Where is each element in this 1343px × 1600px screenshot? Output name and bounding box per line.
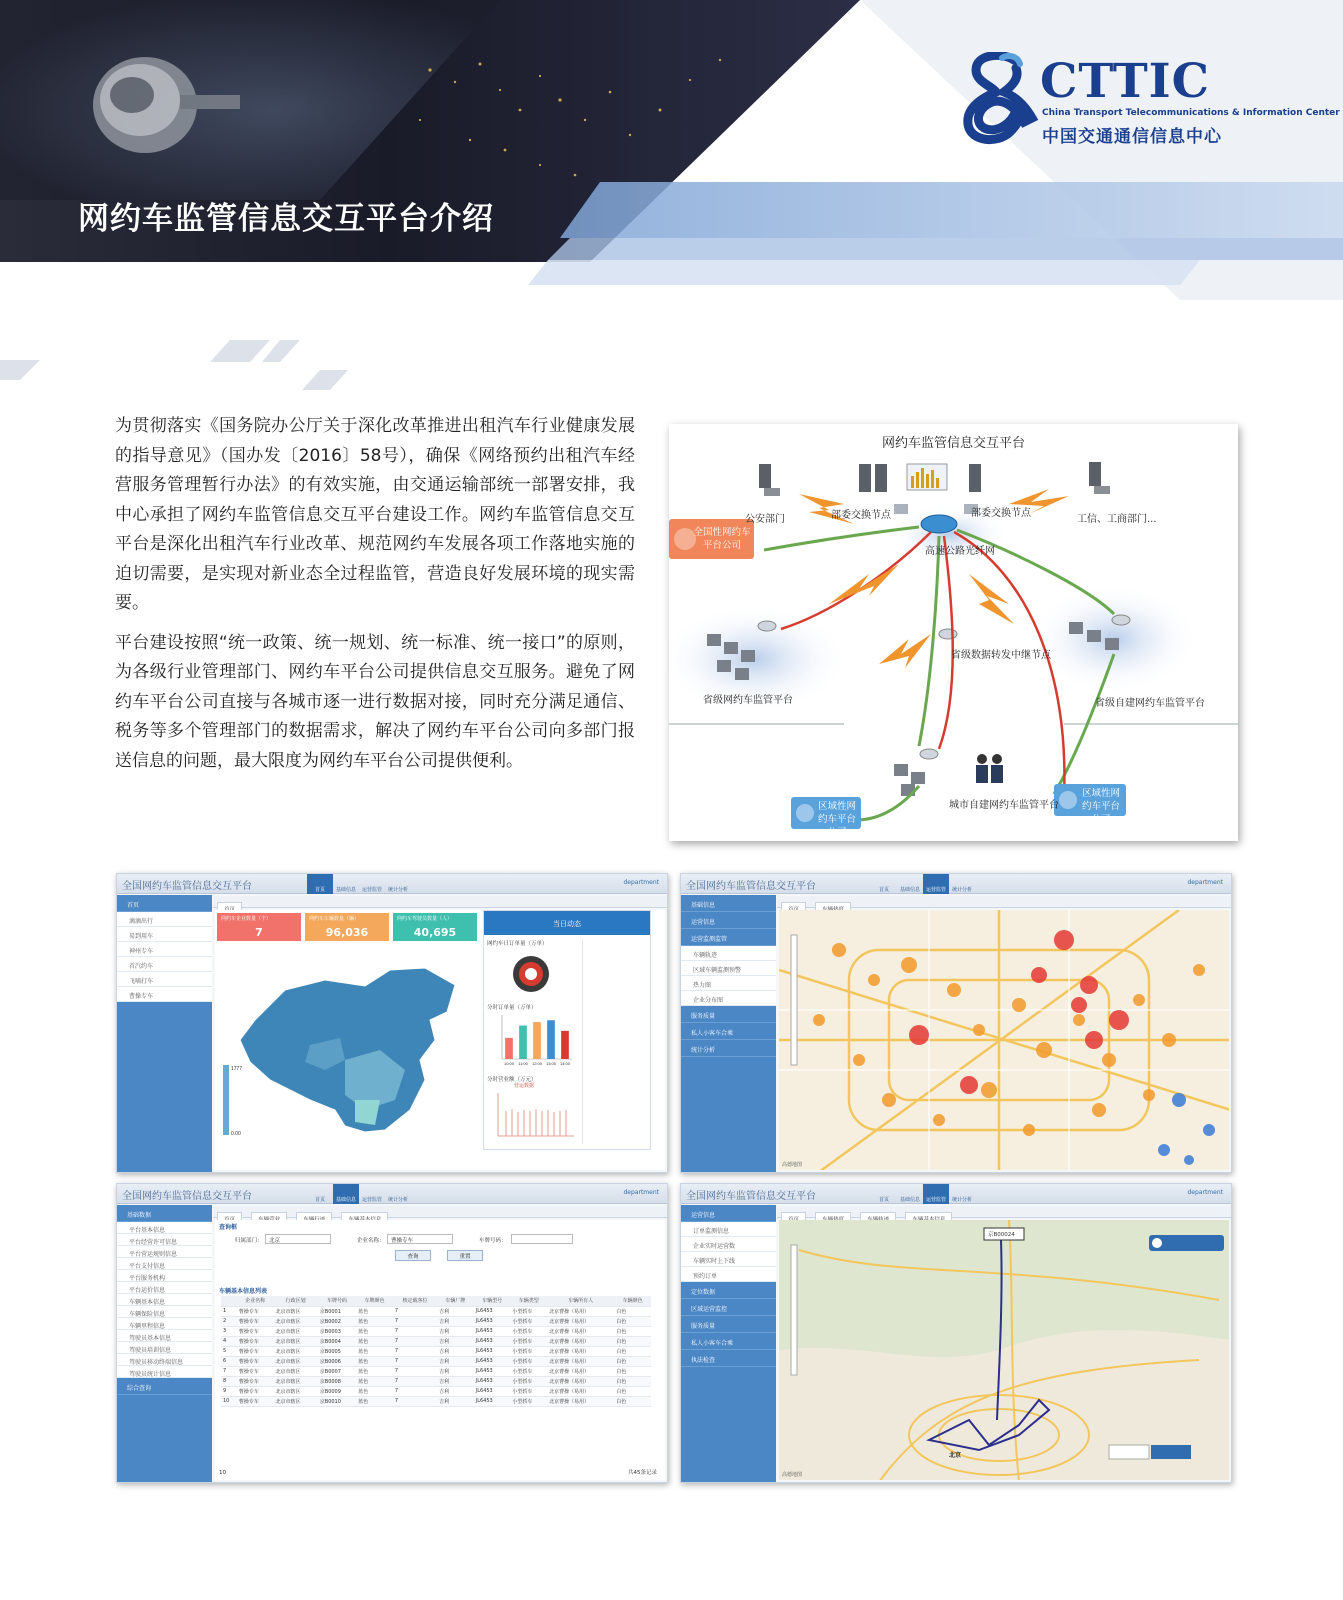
table-cell: 小型轿车 bbox=[510, 1306, 547, 1316]
sidebar-item[interactable]: 定位数据 bbox=[681, 1282, 776, 1299]
app-title: 全国网约车监管信息交互平台 bbox=[686, 1191, 816, 1202]
table-cell: 小型轿车 bbox=[510, 1366, 547, 1376]
sidebar-head[interactable]: 基础数据 bbox=[117, 1205, 212, 1222]
table-cell: 白色 bbox=[614, 1346, 651, 1356]
table-cell: 白色 bbox=[614, 1306, 651, 1316]
sidebar-item[interactable]: 神州专车 bbox=[117, 942, 212, 957]
row-index: 6 bbox=[221, 1356, 237, 1366]
nav-home[interactable]: 首页 bbox=[878, 887, 889, 893]
kpi-value: 7 bbox=[255, 926, 263, 939]
col-header: 车辆所有人 bbox=[547, 1296, 614, 1306]
table-cell: 京B0005 bbox=[318, 1346, 356, 1356]
table-cell: 蓝色 bbox=[356, 1376, 393, 1386]
table-cell: 白色 bbox=[614, 1396, 651, 1406]
table-cell: 吉利 bbox=[437, 1316, 474, 1326]
sidebar-item[interactable]: 车辆保险信息 bbox=[117, 1306, 212, 1318]
table-row[interactable] bbox=[221, 1396, 651, 1406]
table-cell: 吉利 bbox=[437, 1346, 474, 1356]
table-cell: 7 bbox=[393, 1336, 437, 1346]
screenshot-heatmap bbox=[680, 873, 1232, 1173]
table-cell: 白色 bbox=[614, 1316, 651, 1326]
sidebar-item[interactable]: 平台经营许可信息 bbox=[117, 1234, 212, 1246]
nav-home[interactable]: 首页 bbox=[307, 874, 333, 894]
table-cell: JL6453 bbox=[474, 1336, 511, 1346]
sidebar-item[interactable]: 综合查询 bbox=[117, 1378, 212, 1395]
sidebar-item[interactable]: 运营信息 bbox=[681, 1205, 776, 1222]
label-regional-right: 区域性网约车平台公司 bbox=[1081, 788, 1120, 825]
query-dept-select[interactable]: 北京 bbox=[265, 1234, 331, 1244]
sidebar-item[interactable]: 车辆基本信息 bbox=[117, 1294, 212, 1306]
table-cell: JL6453 bbox=[474, 1366, 511, 1376]
table-cell: 小型轿车 bbox=[510, 1386, 547, 1396]
sidebar bbox=[681, 1205, 776, 1482]
app-title: 全国网约车监管信息交互平台 bbox=[122, 881, 252, 892]
app-topbar bbox=[117, 874, 667, 894]
sidebar-item[interactable]: 驾驶员培训信息 bbox=[117, 1342, 212, 1354]
app-nav bbox=[307, 1184, 411, 1204]
table-title: 车辆基本信息列表 bbox=[219, 1288, 268, 1295]
logo-wordmark: CTTIC bbox=[1040, 54, 1211, 109]
col-header: 车辆颜色 bbox=[614, 1296, 651, 1306]
table-header-row bbox=[221, 1296, 651, 1306]
table-cell: 蓝色 bbox=[356, 1386, 393, 1396]
table-cell: 白色 bbox=[614, 1336, 651, 1346]
trajectory-map bbox=[779, 1220, 1229, 1480]
table-cell: 北京市辖区 bbox=[273, 1356, 317, 1366]
table-cell: 白色 bbox=[614, 1326, 651, 1336]
label-commerce: 工信、工商部门... bbox=[1077, 514, 1157, 525]
table-cell: 小型轿车 bbox=[510, 1376, 547, 1386]
bar-11:00 bbox=[519, 1026, 527, 1059]
nav-ops[interactable]: 运营监管 bbox=[361, 1197, 382, 1203]
table-row[interactable] bbox=[221, 1356, 651, 1366]
dynamics-title: 当日动态 bbox=[484, 911, 650, 935]
sidebar-item[interactable]: 私人小客车合乘 bbox=[681, 1023, 776, 1040]
sidebar-item[interactable]: 服务质量 bbox=[681, 1316, 776, 1333]
table-cell: 北京曹操（易用） bbox=[547, 1316, 614, 1326]
tab-bar bbox=[213, 1206, 667, 1218]
sidebar-item[interactable]: 驾驶员基本信息 bbox=[117, 1330, 212, 1342]
table-cell: 京B0004 bbox=[318, 1336, 356, 1346]
label-backbone: 高速公路光纤网 bbox=[925, 546, 995, 557]
row-index: 7 bbox=[221, 1366, 237, 1376]
kpi-value: 40,695 bbox=[413, 926, 457, 939]
page-title: 网约车监管信息交互平台介绍 bbox=[78, 201, 494, 237]
table-cell: 蓝色 bbox=[356, 1346, 393, 1356]
row-index: 8 bbox=[221, 1376, 237, 1386]
sidebar-item[interactable]: 运营信息 bbox=[681, 912, 776, 929]
nav-ops[interactable]: 运营监管 bbox=[923, 1184, 949, 1204]
table-cell: 7 bbox=[393, 1316, 437, 1326]
kpi-value: 96,036 bbox=[325, 926, 369, 939]
screenshot-trajectory bbox=[680, 1183, 1232, 1483]
table-cell: 曹操专车 bbox=[237, 1346, 274, 1356]
table-row[interactable] bbox=[221, 1336, 651, 1346]
col-header: 企业名称 bbox=[237, 1296, 274, 1306]
row-index: 1 bbox=[221, 1306, 237, 1316]
table-cell: 北京曹操（易用） bbox=[547, 1346, 614, 1356]
col-header: 车辆型号 bbox=[474, 1296, 511, 1306]
tick-label: 12:00 bbox=[531, 1061, 543, 1066]
table-cell: 京B0008 bbox=[318, 1376, 356, 1386]
sidebar-item[interactable]: 订单监测信息 bbox=[681, 1222, 776, 1237]
sidebar-item[interactable]: 运营监测监管 bbox=[681, 929, 776, 946]
table-cell: 曹操专车 bbox=[237, 1316, 274, 1326]
table-cell: 吉利 bbox=[437, 1396, 474, 1406]
table-cell: 曹操专车 bbox=[237, 1306, 274, 1316]
article-paragraph-2: 平台建设按照“统一政策、统一规划、统一标准、统一接口”的原则，为各级行业管理部门、网约车平台公司提供信息交互服务。避免了网约车平台公司直接与各城市逐一进行数据对接，同时充分满足通信、税务等多个管理部门的数据需求，解决了网约车平台公司向多部门报送信息的问题，最大限度为网约车平台公司提供便利。 bbox=[115, 632, 635, 771]
bar-13:00 bbox=[547, 1020, 555, 1059]
reset-button[interactable]: 重置 bbox=[447, 1250, 483, 1261]
query-title: 查询框 bbox=[219, 1224, 238, 1231]
sidebar-item[interactable]: 企业实时运营数 bbox=[681, 1237, 776, 1252]
table-cell: 白色 bbox=[614, 1366, 651, 1376]
table-cell: 7 bbox=[393, 1396, 437, 1406]
table-cell: 京B0002 bbox=[318, 1316, 356, 1326]
article-paragraph-1: 为贯彻落实《国务院办公厅关于深化改革推进出租汽车行业健康发展的指导意见》（国办发〔2016〕58号），确保《网络预约出租汽车经营服务管理暂行办法》的有效实施，由交通运输部统一部署安排，我中心承担了网约车监管信息交互平台建设工作。网约车监管信息交互平台是深化出租汽车行业改革、规范网约车发展各项工作落地实施的迫切需要，是实现对新业态全过程监管，营造良好发展环境的现实需要。 bbox=[115, 416, 635, 613]
hourly-orders-chart bbox=[486, 1011, 576, 1071]
table-cell: 吉利 bbox=[437, 1326, 474, 1336]
col-header: 车牌号码 bbox=[318, 1296, 356, 1306]
label-city-platform: 城市自建网约车监管平台 bbox=[949, 800, 1059, 811]
table-cell: 蓝色 bbox=[356, 1306, 393, 1316]
user-label[interactable]: department bbox=[623, 1189, 659, 1196]
table-cell: 北京市辖区 bbox=[273, 1346, 317, 1356]
col-header: 车辆类型 bbox=[510, 1296, 547, 1306]
table-cell: 小型轿车 bbox=[510, 1396, 547, 1406]
pager-info: 共45条记录 bbox=[628, 1470, 657, 1476]
page-size[interactable]: 10 bbox=[219, 1470, 226, 1476]
kpi-drivers bbox=[393, 913, 477, 941]
tab-bar bbox=[777, 896, 1231, 908]
diagram-graphic bbox=[669, 424, 1238, 841]
table-cell: 京B0007 bbox=[318, 1366, 356, 1376]
cttic-logo bbox=[962, 52, 1340, 147]
table-cell: 京B0001 bbox=[318, 1306, 356, 1316]
sidebar-item[interactable]: 统计分析 bbox=[681, 1040, 776, 1057]
table-cell: 曹操专车 bbox=[237, 1376, 274, 1386]
table-cell: 吉利 bbox=[437, 1336, 474, 1346]
sidebar-item[interactable]: 执法检查 bbox=[681, 1350, 776, 1367]
nav-ops[interactable]: 运营监管 bbox=[361, 887, 382, 893]
table-cell: 蓝色 bbox=[356, 1316, 393, 1326]
label-ministry-node-left: 部委交换节点 bbox=[831, 510, 891, 521]
tick-label: 11:00 bbox=[518, 1061, 528, 1066]
table-cell: 吉利 bbox=[437, 1376, 474, 1386]
sidebar-item[interactable]: 曹操专车 bbox=[117, 987, 212, 1002]
app-nav bbox=[871, 1184, 975, 1204]
table-row[interactable] bbox=[221, 1306, 651, 1316]
nav-home[interactable]: 首页 bbox=[878, 1197, 889, 1203]
table-cell: 北京曹操（易用） bbox=[547, 1376, 614, 1386]
table-cell: 曹操专车 bbox=[237, 1356, 274, 1366]
table-cell: 北京市辖区 bbox=[273, 1376, 317, 1386]
table-cell: 北京曹操（易用） bbox=[547, 1356, 614, 1366]
label-national-platform: 全国性网约车平台公司 bbox=[693, 527, 751, 551]
table-cell: 北京曹操（易用） bbox=[547, 1366, 614, 1376]
dashboard-main bbox=[215, 910, 665, 1170]
svg-text:0.00: 0.00 bbox=[231, 1131, 241, 1137]
col-header: 车辆厂牌 bbox=[437, 1296, 474, 1306]
sidebar-item[interactable]: 热力图 bbox=[681, 976, 776, 991]
table-row[interactable] bbox=[221, 1326, 651, 1336]
kpi-vehicles bbox=[305, 913, 389, 941]
app-topbar bbox=[681, 874, 1231, 894]
table-cell: 吉利 bbox=[437, 1356, 474, 1366]
table-main bbox=[215, 1220, 665, 1480]
table-cell: 北京曹操（易用） bbox=[547, 1336, 614, 1346]
table-cell: 小型轿车 bbox=[510, 1356, 547, 1366]
table-cell: 小型轿车 bbox=[510, 1346, 547, 1356]
nav-home[interactable]: 首页 bbox=[314, 1197, 325, 1203]
label-province-self-platform: 省级自建网约车监管平台 bbox=[1095, 698, 1205, 709]
table-cell: 蓝色 bbox=[356, 1336, 393, 1346]
tab-bar bbox=[777, 1206, 1231, 1218]
table-cell: 蓝色 bbox=[356, 1356, 393, 1366]
table-cell: 小型轿车 bbox=[510, 1336, 547, 1346]
table-cell: 白色 bbox=[614, 1386, 651, 1396]
header-graphic bbox=[0, 0, 1343, 300]
col-header: 核定载客位 bbox=[393, 1296, 437, 1306]
table-cell: 京B0009 bbox=[318, 1386, 356, 1396]
kpi-label: 网约车企业数量（个） bbox=[221, 916, 272, 922]
sidebar-item[interactable]: 平台服务机构 bbox=[117, 1270, 212, 1282]
table-cell: 蓝色 bbox=[356, 1326, 393, 1336]
article-body bbox=[115, 412, 635, 776]
table-cell: JL6453 bbox=[474, 1326, 511, 1336]
vehicle-table bbox=[221, 1296, 651, 1407]
city-label: 北京 bbox=[949, 1452, 962, 1459]
table-cell: 小型轿车 bbox=[510, 1316, 547, 1326]
hourly-revenue-title: 分时营业额（万元） bbox=[487, 1077, 537, 1083]
table-cell: 北京曹操（易用） bbox=[547, 1396, 614, 1406]
table-cell: 吉利 bbox=[437, 1366, 474, 1376]
table-cell: 北京市辖区 bbox=[273, 1366, 317, 1376]
table-cell: 北京曹操（易用） bbox=[547, 1386, 614, 1396]
table-cell: 北京市辖区 bbox=[273, 1316, 317, 1326]
bar-14:00 bbox=[561, 1031, 569, 1059]
table-row[interactable] bbox=[221, 1366, 651, 1376]
table-cell: 7 bbox=[393, 1306, 437, 1316]
sidebar-item[interactable]: 区域车辆监测预警 bbox=[681, 961, 776, 976]
legend-tag: 营运数据 bbox=[514, 1083, 535, 1089]
row-index: 10 bbox=[221, 1396, 237, 1406]
tick-label: 10:00 bbox=[503, 1061, 515, 1066]
daily-orders-title: 网约车日订单量（万单） bbox=[487, 941, 548, 947]
app-topbar bbox=[117, 1184, 667, 1204]
table-cell: 蓝色 bbox=[356, 1366, 393, 1376]
dynamics-panel bbox=[483, 910, 651, 1150]
hourly-revenue-chart bbox=[486, 1091, 576, 1141]
top-list bbox=[582, 939, 648, 1144]
table-cell: 京B0003 bbox=[318, 1326, 356, 1336]
table-cell: JL6453 bbox=[474, 1306, 511, 1316]
user-label[interactable]: department bbox=[1187, 879, 1223, 886]
sidebar-item[interactable]: 车辆里程信息 bbox=[117, 1318, 212, 1330]
sidebar-item[interactable]: 车辆轨迹 bbox=[681, 946, 776, 961]
plate-tag[interactable]: 京B00024 bbox=[988, 1232, 1015, 1238]
map-attribution: 高德地图 bbox=[782, 1472, 803, 1478]
bar-10:00 bbox=[505, 1038, 513, 1059]
table-cell: JL6453 bbox=[474, 1316, 511, 1326]
kpi-label: 网约车车辆数量（辆） bbox=[309, 916, 360, 922]
table-cell: 吉利 bbox=[437, 1386, 474, 1396]
table-cell: 北京市辖区 bbox=[273, 1386, 317, 1396]
sidebar-item[interactable]: 车辆实时上下线 bbox=[681, 1252, 776, 1267]
table-cell: 北京市辖区 bbox=[273, 1326, 317, 1336]
app-topbar bbox=[681, 1184, 1231, 1204]
nav-ops[interactable]: 运营监管 bbox=[923, 874, 949, 894]
nav-stats[interactable]: 统计分析 bbox=[387, 1197, 408, 1203]
app-nav bbox=[871, 874, 975, 894]
tick-label: 13:00 bbox=[545, 1061, 557, 1066]
table-cell: 7 bbox=[393, 1386, 437, 1396]
row-index: 3 bbox=[221, 1326, 237, 1336]
table-cell: 7 bbox=[393, 1346, 437, 1356]
table-cell: 曹操专车 bbox=[237, 1386, 274, 1396]
logo-ampersand-icon bbox=[962, 52, 1042, 147]
sidebar-item[interactable]: 私人小客车合乘 bbox=[681, 1333, 776, 1350]
heat-map-graphic bbox=[779, 910, 1229, 1170]
sidebar-item[interactable]: 预约订单 bbox=[681, 1267, 776, 1282]
nav-basic[interactable]: 基础信息 bbox=[333, 1184, 359, 1204]
table-cell: 曹操专车 bbox=[237, 1396, 274, 1406]
sidebar-item[interactable]: 易到用车 bbox=[117, 927, 212, 942]
table-cell: 曹操专车 bbox=[237, 1326, 274, 1336]
table-cell: 白色 bbox=[614, 1356, 651, 1366]
sidebar-item[interactable]: 服务质量 bbox=[681, 1006, 776, 1023]
table-cell: 7 bbox=[393, 1366, 437, 1376]
app-title: 全国网约车监管信息交互平台 bbox=[122, 1191, 252, 1202]
row-index: 5 bbox=[221, 1346, 237, 1356]
heat-map bbox=[779, 910, 1229, 1170]
app-title: 全国网约车监管信息交互平台 bbox=[686, 881, 816, 892]
table-row[interactable] bbox=[221, 1386, 651, 1396]
sidebar bbox=[117, 895, 212, 1172]
bar-12:00 bbox=[533, 1022, 541, 1059]
table-row[interactable] bbox=[221, 1316, 651, 1326]
user-label[interactable]: department bbox=[623, 879, 659, 886]
table-cell: 北京市辖区 bbox=[273, 1306, 317, 1316]
nav-basic[interactable]: 基础信息 bbox=[335, 887, 356, 893]
table-cell: 北京市辖区 bbox=[273, 1336, 317, 1346]
row-index: 9 bbox=[221, 1386, 237, 1396]
hourly-orders-title: 分时订单量（万单） bbox=[487, 1005, 537, 1011]
table-cell: 蓝色 bbox=[356, 1396, 393, 1406]
logo-subtitle-en: China Transport Telecommunications & Information Center bbox=[1042, 108, 1340, 118]
screenshot-dashboard bbox=[116, 873, 668, 1173]
table-cell: 北京曹操（易用） bbox=[547, 1326, 614, 1336]
table-cell: JL6453 bbox=[474, 1356, 511, 1366]
sidebar-item[interactable]: 平台运价信息 bbox=[117, 1282, 212, 1294]
sidebar-item[interactable]: 企业分布图 bbox=[681, 991, 776, 1006]
table-cell: JL6453 bbox=[474, 1346, 511, 1356]
nav-stats[interactable]: 统计分析 bbox=[387, 887, 408, 893]
sidebar bbox=[681, 895, 776, 1172]
table-cell: 京B0006 bbox=[318, 1356, 356, 1366]
tick-label: 14:00 bbox=[559, 1061, 571, 1066]
sidebar bbox=[117, 1205, 212, 1482]
label-regional-left: 区域性网约车平台公司 bbox=[817, 801, 856, 838]
query-label-company: 企业名称： bbox=[357, 1238, 385, 1244]
kpi-label: 网约车驾驶员数量（人） bbox=[397, 916, 453, 922]
sidebar-head[interactable]: 首页 bbox=[117, 895, 212, 912]
nav-stats[interactable]: 统计分析 bbox=[951, 1197, 972, 1203]
col-header: 行政区划 bbox=[273, 1296, 317, 1306]
sidebar-item[interactable]: 平台支付信息 bbox=[117, 1258, 212, 1270]
table-cell: 7 bbox=[393, 1326, 437, 1336]
table-cell: 7 bbox=[393, 1356, 437, 1366]
row-index: 2 bbox=[221, 1316, 237, 1326]
sidebar-item[interactable]: 首汽约车 bbox=[117, 957, 212, 972]
sidebar-item[interactable]: 区域运营监控 bbox=[681, 1299, 776, 1316]
table-cell: 京B0010 bbox=[318, 1396, 356, 1406]
user-label[interactable]: department bbox=[1187, 1189, 1223, 1196]
table-cell: 白色 bbox=[614, 1376, 651, 1386]
query-company-select[interactable]: 曹操专车 bbox=[387, 1234, 453, 1244]
svg-text:1777: 1777 bbox=[231, 1066, 243, 1072]
donut-chart bbox=[486, 947, 576, 1001]
label-ministry-node-right: 部委交换节点 bbox=[971, 508, 1031, 519]
col-index bbox=[221, 1296, 237, 1306]
query-button[interactable]: 查询 bbox=[395, 1250, 431, 1261]
app-nav bbox=[307, 874, 411, 894]
sidebar-item[interactable]: 驾驶员统计信息 bbox=[117, 1366, 212, 1378]
kpi-companies bbox=[217, 913, 301, 941]
sidebar-item[interactable]: 基础信息 bbox=[681, 895, 776, 912]
trajectory-map-graphic bbox=[779, 1220, 1229, 1480]
label-province-relay: 省级数据转发中继节点 bbox=[951, 650, 1051, 661]
table-cell: JL6453 bbox=[474, 1396, 511, 1406]
query-plate-input[interactable] bbox=[511, 1234, 573, 1244]
label-police: 公安部门 bbox=[745, 514, 785, 525]
col-header: 车牌颜色 bbox=[356, 1296, 393, 1306]
table-cell: 曹操专车 bbox=[237, 1336, 274, 1346]
architecture-diagram bbox=[669, 424, 1238, 841]
query-label-plate: 车牌号码： bbox=[479, 1238, 507, 1244]
label-province-platform: 省级网约车监管平台 bbox=[703, 695, 793, 706]
table-cell: JL6453 bbox=[474, 1376, 511, 1386]
header-banner bbox=[0, 0, 1343, 300]
table-row[interactable] bbox=[221, 1346, 651, 1356]
row-index: 4 bbox=[221, 1336, 237, 1346]
sidebar-item[interactable]: 平台营运规则信息 bbox=[117, 1246, 212, 1258]
table-cell: 北京市辖区 bbox=[273, 1396, 317, 1406]
table-cell: JL6453 bbox=[474, 1386, 511, 1396]
sidebar-item[interactable]: 驾驶员移动终端信息 bbox=[117, 1354, 212, 1366]
query-label-dept: 归属部门： bbox=[235, 1238, 263, 1244]
table-cell: 曹操专车 bbox=[237, 1366, 274, 1376]
table-cell: 小型轿车 bbox=[510, 1326, 547, 1336]
table-cell: 吉利 bbox=[437, 1306, 474, 1316]
sidebar-item[interactable]: 飞嘀打车 bbox=[117, 972, 212, 987]
nav-basic[interactable]: 基础信息 bbox=[899, 887, 920, 893]
table-row[interactable] bbox=[221, 1376, 651, 1386]
china-map bbox=[215, 950, 480, 1155]
table-cell: 7 bbox=[393, 1376, 437, 1386]
map-attribution: 高德地图 bbox=[782, 1162, 803, 1168]
table-cell: 北京曹操（易用） bbox=[547, 1306, 614, 1316]
nav-basic[interactable]: 基础信息 bbox=[899, 1197, 920, 1203]
screenshot-vehicle-table bbox=[116, 1183, 668, 1483]
sidebar-item[interactable]: 平台基本信息 bbox=[117, 1222, 212, 1234]
sidebar-item[interactable]: 滴滴出行 bbox=[117, 912, 212, 927]
tab-bar bbox=[213, 896, 667, 908]
nav-stats[interactable]: 统计分析 bbox=[951, 887, 972, 893]
diagram-title: 网约车监管信息交互平台 bbox=[881, 436, 1025, 451]
logo-subtitle-cn: 中国交通通信信息中心 bbox=[1042, 127, 1222, 147]
